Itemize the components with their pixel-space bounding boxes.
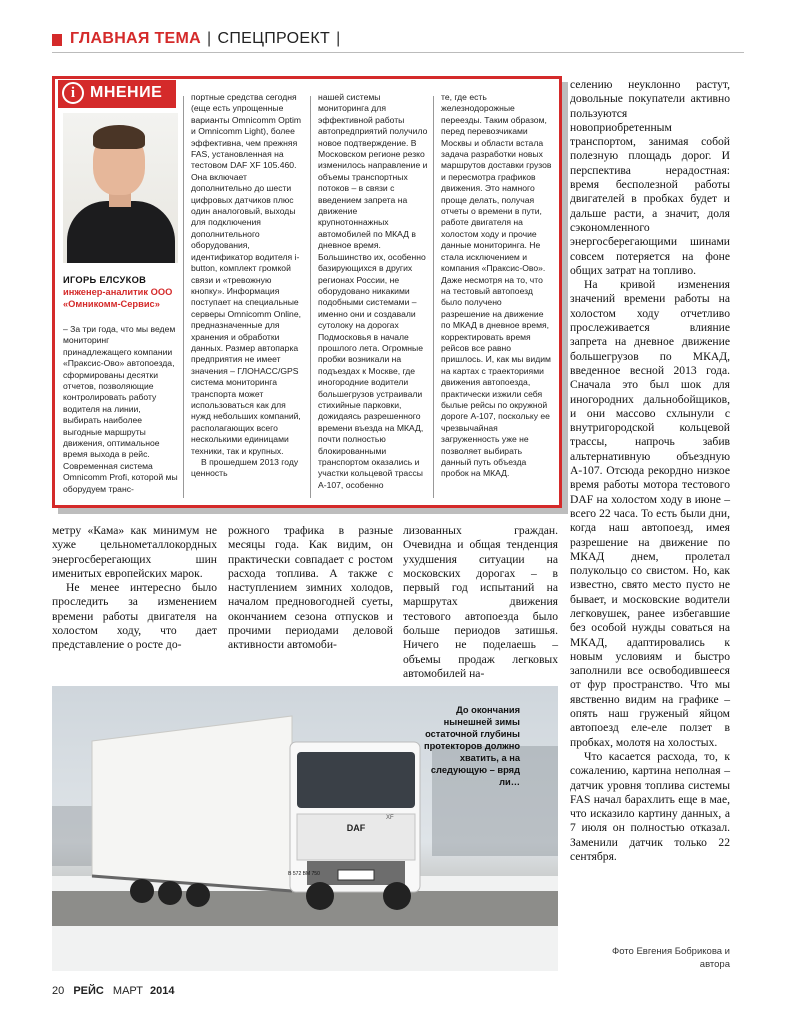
section-marker [52,34,62,46]
article-col-a-p1: метру «Кама» как минимум не хуже цельнометаллокордных энергосберегающих шин именитых европейских марок. [52,524,217,580]
opinion-col2-text: портные средства сегодня (еще есть упрощенные варианты Omnicomm Optim и Omnicomm Light), более эффективна, чем прежняя FAS, установленная на тестовом DAF XF 105.460. Она включает дополнительно до шести цифровых датчиков плюс один аналоговый, выходы для подключения дополнительного оборудования, идентификатор водителя i-button, комплект громкой связи и «тревожную кнопку». Информация поступает на специальные серверы Omnicomm Online, предназначенные для хранения и обработки данных. Размер автопарка предприятия не имеет значения – ГЛОНАСС/GPS система мониторинга транспорта может использоваться как для нужд небольших компаний, располагающих всего несколькими единицами техники, так и крупных. [191,92,302,456]
header-rule [52,52,744,53]
article-column-d [570,78,730,864]
issue-month: МАРТ [112,985,143,997]
page-number: 20 [52,985,65,997]
opinion-column-4 [441,92,553,480]
article-col-d-p1: селению неуклонно растут, довольные покупатели активно пользуются новоприобретенным транспортом, занимая собой полезную площадь дорог. И перспектива нерадостная: время бесполезной работы двигателей в пробках будет и дальше расти, а значит, доля сэкономленного энергосберегающими шинами совсем потеряется на фоне общих затрат на топливо. [570,78,730,277]
author-name: ИГОРЬ ЕЛСУКОВ [63,275,147,285]
photo-credit: Фото Евгения Бобрикова и автора [612,946,730,970]
author-role: инженер-аналитик ООО «Омникомм-Сервис» [63,287,173,309]
header-end-separator: | [336,30,341,47]
article-column-b [228,524,393,653]
issue-year: 2014 [150,985,175,997]
article-col-a-p2: Не менее интересно было проследить за изменением времени работы двигателя на холостом ходу, что дает представление о росте до- [52,581,217,652]
opinion-column-3 [318,92,428,491]
opinion-label [58,80,176,108]
article-column-c [403,524,558,681]
article-col-c-text: лизованных граждан. Очевидна и общая тенденция ухудшения ситуации на московских дорогах – в первый год испытаний на маршрутах движения тестового автопоезда было больше периодов затишья. Ничего не поделаешь – объемы продаж легковых автомобилей на- [403,524,558,680]
column-rule [183,96,184,498]
page-footer [52,985,175,997]
truck-model-badge: XF [386,815,394,821]
info-icon: i [62,82,84,104]
section-title: ГЛАВНАЯ ТЕМА [70,30,201,47]
opinion-column-1 [63,324,178,495]
article-col-d-p2: На кривой изменения значений времени работы на холостом ходу отчетливо прослеживается влияние запрета на дневное движение большегрузов по МКАД, введенное весной 2013 года. Сначала это был шок для иногородних дальнобойщиков, и они массово схлынули с внутригородской кольцевой трассы, напрочь забив альтернативную объездную А-107. Отсюда рекордно низкое время работы мотора тестового DAF на холостом ходу в июне – всего 22 часа. То есть были дни, когда наш автопоезд, имея разрешение на движение по МКАД днем, пролетал полукольцо со свистом. Но, как известно, свято место пусто не бывает, и московские водители легковушек, ранее избегавшие без особой нужды соваться на МКАД, адаптировались к новым условиям и быстро заполнили все освободившееся от фур пространство. Что мы явственно видим на графике – опять наш груженый яйцом автопоезд еле-еле ползет в пробках, молотя на холостых. [570,278,730,749]
opinion-col2-text-end: В прошедшем 2013 году ценность [191,457,299,479]
article-col-d-p3: Что касается расхода, то, к сожалению, картина неполная – датчик уровня топлива системы FAS начал барахлить еще в мае, что исказило картину данных, а 7 июля он полностью отказал. Заменили датчик только 22 сентября. [570,749,730,864]
column-rule [433,96,434,498]
magazine-name: РЕЙС [73,985,104,997]
truck-brand-badge: DAF [346,823,366,833]
article-col-b-text: рожного трафика в разные месяцы года. Как видим, он практически совпадает с ростом расхода топлива. А также с наступлением зимних холодов, началом предновогодней суеты, окончанием сезона отпусков и прочими периодами деловой активности автомоби- [228,524,393,652]
opinion-col1-text: – За три года, что мы ведем мониторинг принадлежащего компании «Праксис-Ово» автопоезда, сформированы десятки отчетов, позволяющие контролировать работу водителя на линии, выбирать наиболее выгодные маршруты движения, оптимальное время выхода в рейс. Современная система Omnicomm Profi, которой мы оборудуем транс- [63,324,178,494]
article-column-a [52,524,217,653]
column-rule [310,96,311,498]
license-plate: В 572 ВМ 750 [288,871,320,877]
opinion-column-2 [191,92,305,480]
opinion-col4-text: те, где есть железнодорожные переезды. Таким образом, перед перевозчиками Москвы и области встала задача разработки новых маршрутов доставки грузов и пересмотра графиков движения. Это намного проще делать, получая отчеты о времени в пути, работе двигателя на холостом ходу и прочие данные мониторинга. Не стала исключением и компания «Праксис-Ово». Даже несмотря на то, что на тестовый автопоезд было получено разрешение на движение по МКАД в дневное время, корректировать время рейсов все равно пришлось. И, как мы видим на картах с траекториями движения автопоезда, практически изжили себя былые рейсы по окружной дороге А-107, поскольку ее чрезвычайная загруженность уже не позволяет выбирать данный путь объезда пробок на МКАД. [441,92,552,479]
subsection-title: СПЕЦПРОЕКТ [217,30,331,47]
header-separator: | [207,30,212,47]
author-portrait [63,113,178,263]
opinion-label-text: МНЕНИЕ [90,84,163,101]
running-header [70,30,347,48]
author-credit [63,274,178,310]
photo-caption: До окончания нынешней зимы остаточной глубины протекторов должно хватить, а на следующую – вряд ли… [423,705,520,787]
opinion-col3-text: нашей системы мониторинга для эффективной работы автопредприятий получило новое подтверждение. В Московском регионе резко изменилось направление и объемы транспортных потоков – в связи с введением запрета на движение крупнотоннажных автомобилей по МКАД в дневное время. Большинство их, особенно базирующихся в других регионах России, не оборудовано никакими подобными системами – именно они и создавали сутолоку на дорогах Подмосковья в начале прошлого лета. Огромные пробки возникали на подъездах к Москве, где иногородние водители большегрузов устраивали стихийные парковки, дожидаясь разрешенного времени въезда на МКАД, почти полностью блокированными транспортом оказались и участки кольцевой трассы А-107, особенно [318,92,428,490]
